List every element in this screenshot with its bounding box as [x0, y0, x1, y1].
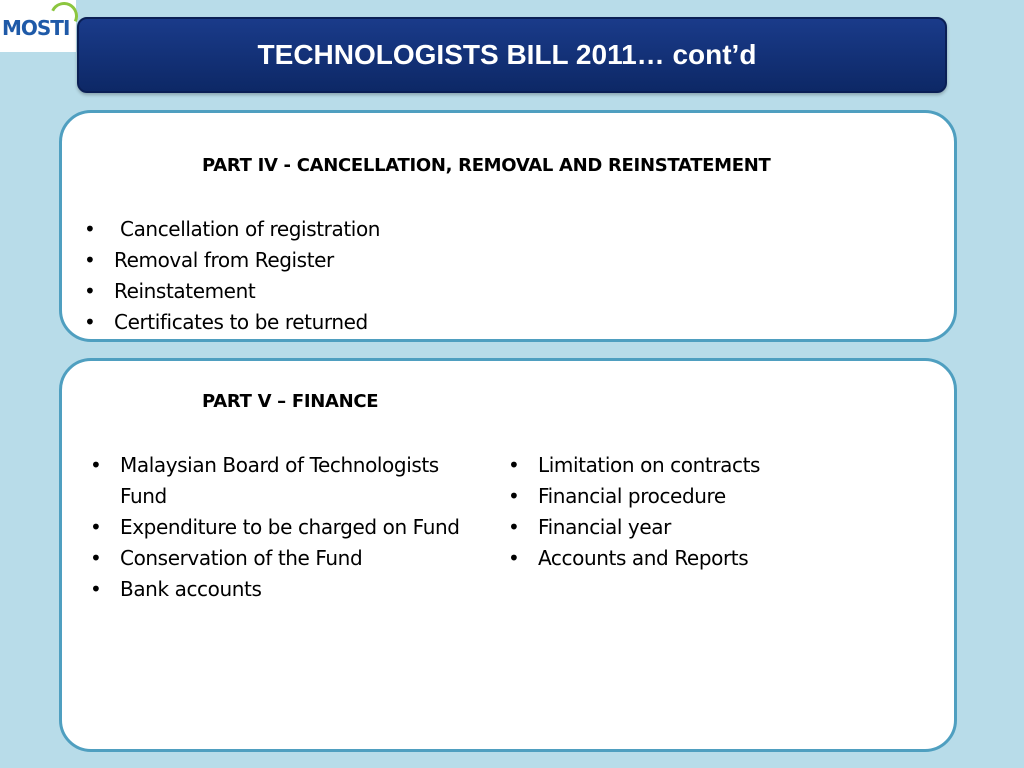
part-iv-panel: [59, 110, 957, 342]
list-item: • Reinstatement: [84, 276, 380, 307]
part-iv-list: [84, 214, 380, 338]
slide-title: TECHNOLOGISTS BILL 2011… cont’d: [257, 39, 757, 70]
title-bar: [77, 17, 947, 93]
list-item: • Bank accounts: [90, 574, 490, 605]
list-item: • Certificates to be returned: [84, 307, 380, 338]
logo-text: MOSTI: [2, 16, 70, 40]
part-v-panel: [59, 358, 957, 752]
part-v-left-list: [90, 450, 490, 605]
list-item: • Removal from Register: [84, 245, 380, 276]
part-iv-heading: PART IV - CANCELLATION, REMOVAL AND REINSTATEMENT: [202, 155, 771, 176]
list-item: • Cancellation of registration: [84, 214, 380, 245]
list-item: • Financial procedure: [508, 481, 888, 512]
list-item: • Financial year: [508, 512, 888, 543]
list-item: • Malaysian Board of Technologists Fund: [90, 450, 490, 512]
part-v-right-list: [508, 450, 888, 574]
list-item: • Accounts and Reports: [508, 543, 888, 574]
part-v-heading: PART V – FINANCE: [202, 391, 379, 412]
list-item: • Expenditure to be charged on Fund: [90, 512, 490, 543]
list-item: • Limitation on contracts: [508, 450, 888, 481]
list-item: • Conservation of the Fund: [90, 543, 490, 574]
mosti-logo: [0, 0, 76, 52]
